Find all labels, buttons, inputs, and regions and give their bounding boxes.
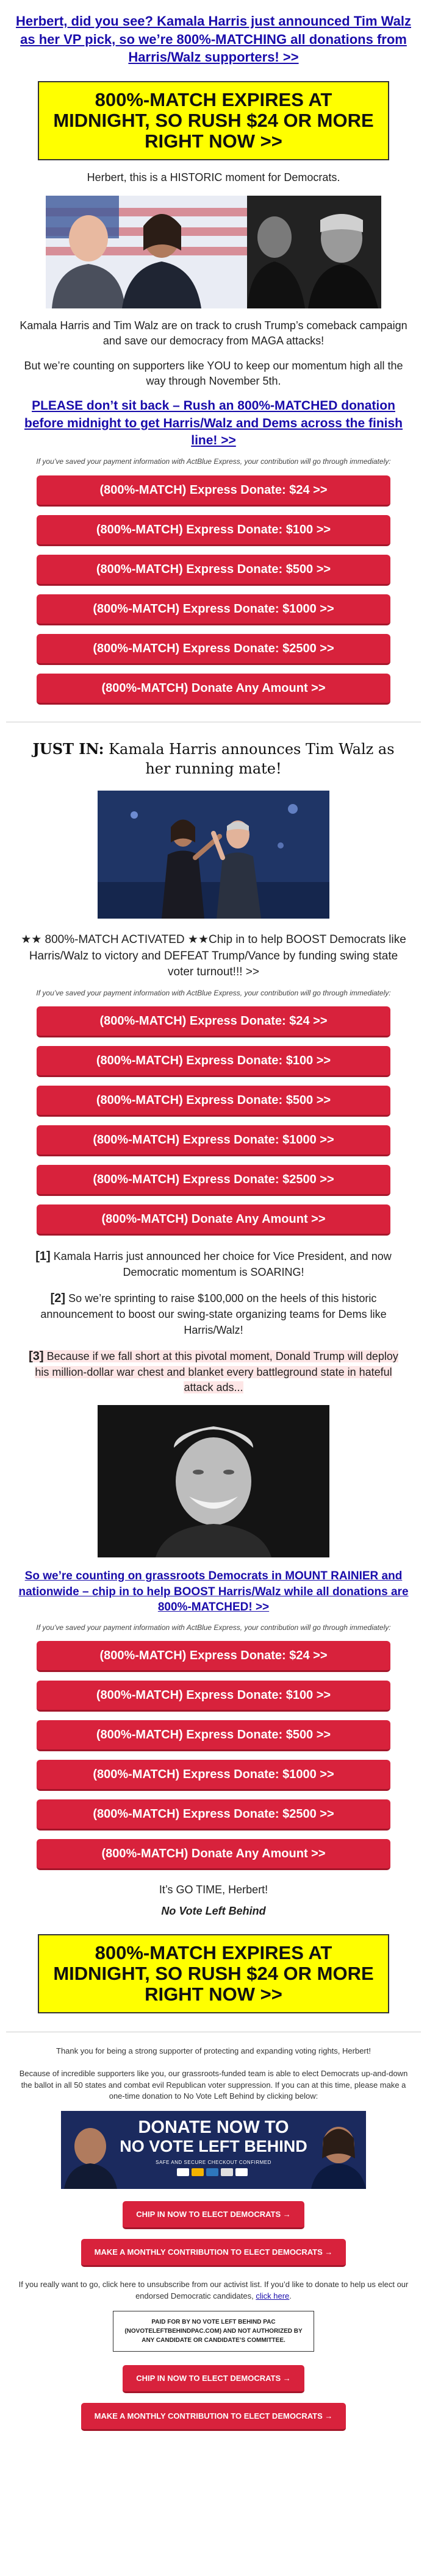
go-time-text: It’s GO TIME, Herbert!	[159, 1884, 268, 1896]
donate-2500-button[interactable]: (800%-MATCH) Express Donate: $2500 >>	[37, 634, 390, 665]
just-in-text: Kamala Harris announces Tim Walz as her running mate!	[109, 740, 395, 777]
just-in-headline	[24, 739, 403, 779]
monthly-row-bottom	[0, 2403, 427, 2449]
email-body	[0, 12, 427, 2449]
donate-100-button[interactable]: (800%-MATCH) Express Donate: $100 >>	[37, 1681, 390, 1712]
banner-title-2: NO VOTE LEFT BEHIND	[120, 2137, 307, 2156]
chip-in-row-bottom	[0, 2365, 427, 2393]
donate-buttons-group-2	[37, 1006, 390, 1236]
unsubscribe-body: If you really want to go, click here to unsubscribe from our activist list. If you’d like to donate to help us elect our endorsed Democratic candidates,	[18, 2280, 409, 2301]
stage-illustration	[98, 791, 329, 919]
donate-100-button[interactable]: (800%-MATCH) Express Donate: $100 >>	[37, 1046, 390, 1077]
match-activated-text[interactable]: ★★ 800%-MATCH ACTIVATED ★★Chip in to help BOOST Democrats like Harris/Walz to victory and DEFEAT Trump/Vance by funding swing state voter turnout!!! >>	[21, 933, 406, 979]
banner-secure-text: SAFE AND SECURE CHECKOUT CONFIRMED	[156, 2160, 271, 2166]
actblue-note-3: If you’ve saved your payment information with ActBlue Express, your contribution will go through immediately:	[36, 1623, 391, 1632]
portrait-illustration	[98, 1405, 329, 1557]
donate-24-button[interactable]: (800%-MATCH) Express Donate: $24 >>	[37, 1006, 390, 1037]
chip-in-button[interactable]: CHIP IN NOW TO ELECT DEMOCRATS →	[123, 2201, 304, 2229]
donate-buttons-group-3	[37, 1641, 390, 1870]
just-in-label: JUST IN:	[32, 739, 104, 758]
chip-in-button[interactable]: CHIP IN NOW TO ELECT DEMOCRATS →	[123, 2365, 304, 2393]
actblue-note-1: If you’ve saved your payment information with ActBlue Express, your contribution will go through immediately:	[36, 457, 391, 466]
cta-link-2[interactable]: So we’re counting on grassroots Democrats in MOUNT RAINIER and nationwide – chip in to help BOOST Harris/Walz while all donations are 800%-MATCHED! >>	[18, 1570, 409, 1614]
banner-title-1: DONATE NOW TO	[138, 2118, 289, 2138]
donate-1000-button[interactable]: (800%-MATCH) Express Donate: $1000 >>	[37, 1760, 390, 1791]
point-2-text: So we’re sprinting to raise $100,000 on the heels of this historic announcement to boost our swing-state organizing teams for Dems like Harris/Walz!	[40, 1292, 387, 1336]
donate-any-button[interactable]: (800%-MATCH) Donate Any Amount >>	[37, 1204, 390, 1236]
donate-1000-button[interactable]: (800%-MATCH) Express Donate: $1000 >>	[37, 594, 390, 625]
donate-500-button[interactable]: (800%-MATCH) Express Donate: $500 >>	[37, 1720, 390, 1751]
donate-any-button[interactable]: (800%-MATCH) Donate Any Amount >>	[37, 1839, 390, 1870]
point-3-text: Because if we fall short at this pivotal moment, Donald Trump will deploy his million-dollar war chest and blanket every battleground state in hateful attack ads...	[35, 1350, 398, 1393]
point-1-number: [1]	[35, 1250, 51, 1264]
unsubscribe-text: If you really want to go, click here to unsubscribe from our activist list. If you’d like to donate to help us elect our endorsed Democratic candidates, click here.	[18, 2280, 409, 2301]
chip-in-row	[0, 2201, 427, 2229]
stage-photo	[98, 791, 329, 919]
donate-2500-button[interactable]: (800%-MATCH) Express Donate: $2500 >>	[37, 1165, 390, 1196]
payment-icons	[177, 2168, 248, 2176]
donate-2500-button[interactable]: (800%-MATCH) Express Donate: $2500 >>	[37, 1799, 390, 1831]
donate-any-button[interactable]: (800%-MATCH) Donate Any Amount >>	[37, 674, 390, 705]
donate-500-button[interactable]: (800%-MATCH) Express Donate: $500 >>	[37, 555, 390, 586]
donate-100-button[interactable]: (800%-MATCH) Express Donate: $100 >>	[37, 515, 390, 546]
portrait-photo	[98, 1405, 329, 1557]
intro-text: Herbert, this is a HISTORIC moment for Democrats.	[87, 171, 340, 184]
monthly-row	[0, 2239, 427, 2267]
card-icon	[235, 2168, 248, 2176]
match-expires-box-bottom[interactable]: 800%-MATCH EXPIRES AT MIDNIGHT, SO RUSH $24 OR MORE RIGHT NOW >>	[38, 1934, 389, 2013]
point-1-text: Kamala Harris just announced her choice for Vice President, and now Democratic momentum is SOARING!	[53, 1250, 392, 1279]
point-1	[24, 1248, 403, 1280]
donate-buttons-group-1	[37, 475, 390, 705]
paid-for-row	[0, 2311, 427, 2352]
footer-body-text: Because of incredible supporters like you, our grassroots-funded team is able to elect Democrats up-and-down the ballot in all 50 states and combat evil Republican voter suppression. If you can at this time, please make a one-time donation to No Vote Left Behind by clicking below:	[19, 2068, 408, 2101]
point-2	[24, 1290, 403, 1337]
monthly-contribution-button[interactable]: MAKE A MONTHLY CONTRIBUTION TO ELECT DEMOCRATS →	[81, 2403, 346, 2431]
card-icon	[192, 2168, 204, 2176]
track-text: Kamala Harris and Tim Walz are on track to crush Trump’s comeback campaign and save our democracy from MAGA attacks!	[20, 319, 407, 347]
card-icon	[177, 2168, 189, 2176]
donate-1000-button[interactable]: (800%-MATCH) Express Donate: $1000 >>	[37, 1125, 390, 1156]
donate-banner[interactable]	[61, 2111, 366, 2189]
donate-24-button[interactable]: (800%-MATCH) Express Donate: $24 >>	[37, 475, 390, 507]
point-2-number: [2]	[50, 1292, 66, 1306]
card-icon	[221, 2168, 233, 2176]
collage-illustration	[46, 196, 381, 308]
donate-500-button[interactable]: (800%-MATCH) Express Donate: $500 >>	[37, 1086, 390, 1117]
counting-text: But we’re counting on supporters like YOU to keep our momentum high all the way through November 5th.	[24, 359, 403, 388]
candidates-collage-photo	[46, 196, 381, 308]
top-headline-link[interactable]: Herbert, did you see? Kamala Harris just announced Tim Walz as her VP pick, so we’re 800%-MATCHING all donations from Harris/Walz supporters! >>	[16, 13, 411, 65]
point-3	[24, 1348, 403, 1395]
donate-24-button[interactable]: (800%-MATCH) Express Donate: $24 >>	[37, 1641, 390, 1672]
match-expires-box[interactable]: 800%-MATCH EXPIRES AT MIDNIGHT, SO RUSH $24 OR MORE RIGHT NOW >>	[38, 81, 389, 160]
cta-link-1[interactable]: PLEASE don’t sit back – Rush an 800%-MATCHED donation before midnight to get Harris/Walz and Dems across the finish line! >>	[24, 399, 403, 447]
card-icon	[206, 2168, 218, 2176]
paid-for-disclaimer: PAID FOR BY NO VOTE LEFT BEHIND PAC (NOVOTELEFTBEHINDPAC.COM) AND NOT AUTHORIZED BY ANY CANDIDATE OR CANDIDATE’S COMMITTEE.	[113, 2311, 314, 2352]
point-3-number: [3]	[29, 1349, 44, 1363]
signature: No Vote Left Behind	[161, 1905, 266, 1918]
point-3-highlight	[29, 1350, 398, 1393]
thanks-text: Thank you for being a strong supporter of protecting and expanding voting rights, Herbert!	[56, 2046, 371, 2055]
donate-click-here-link[interactable]: click here	[256, 2291, 290, 2301]
actblue-note-2: If you’ve saved your payment information with ActBlue Express, your contribution will go through immediately:	[36, 989, 391, 998]
monthly-contribution-button[interactable]: MAKE A MONTHLY CONTRIBUTION TO ELECT DEMOCRATS →	[81, 2239, 346, 2267]
